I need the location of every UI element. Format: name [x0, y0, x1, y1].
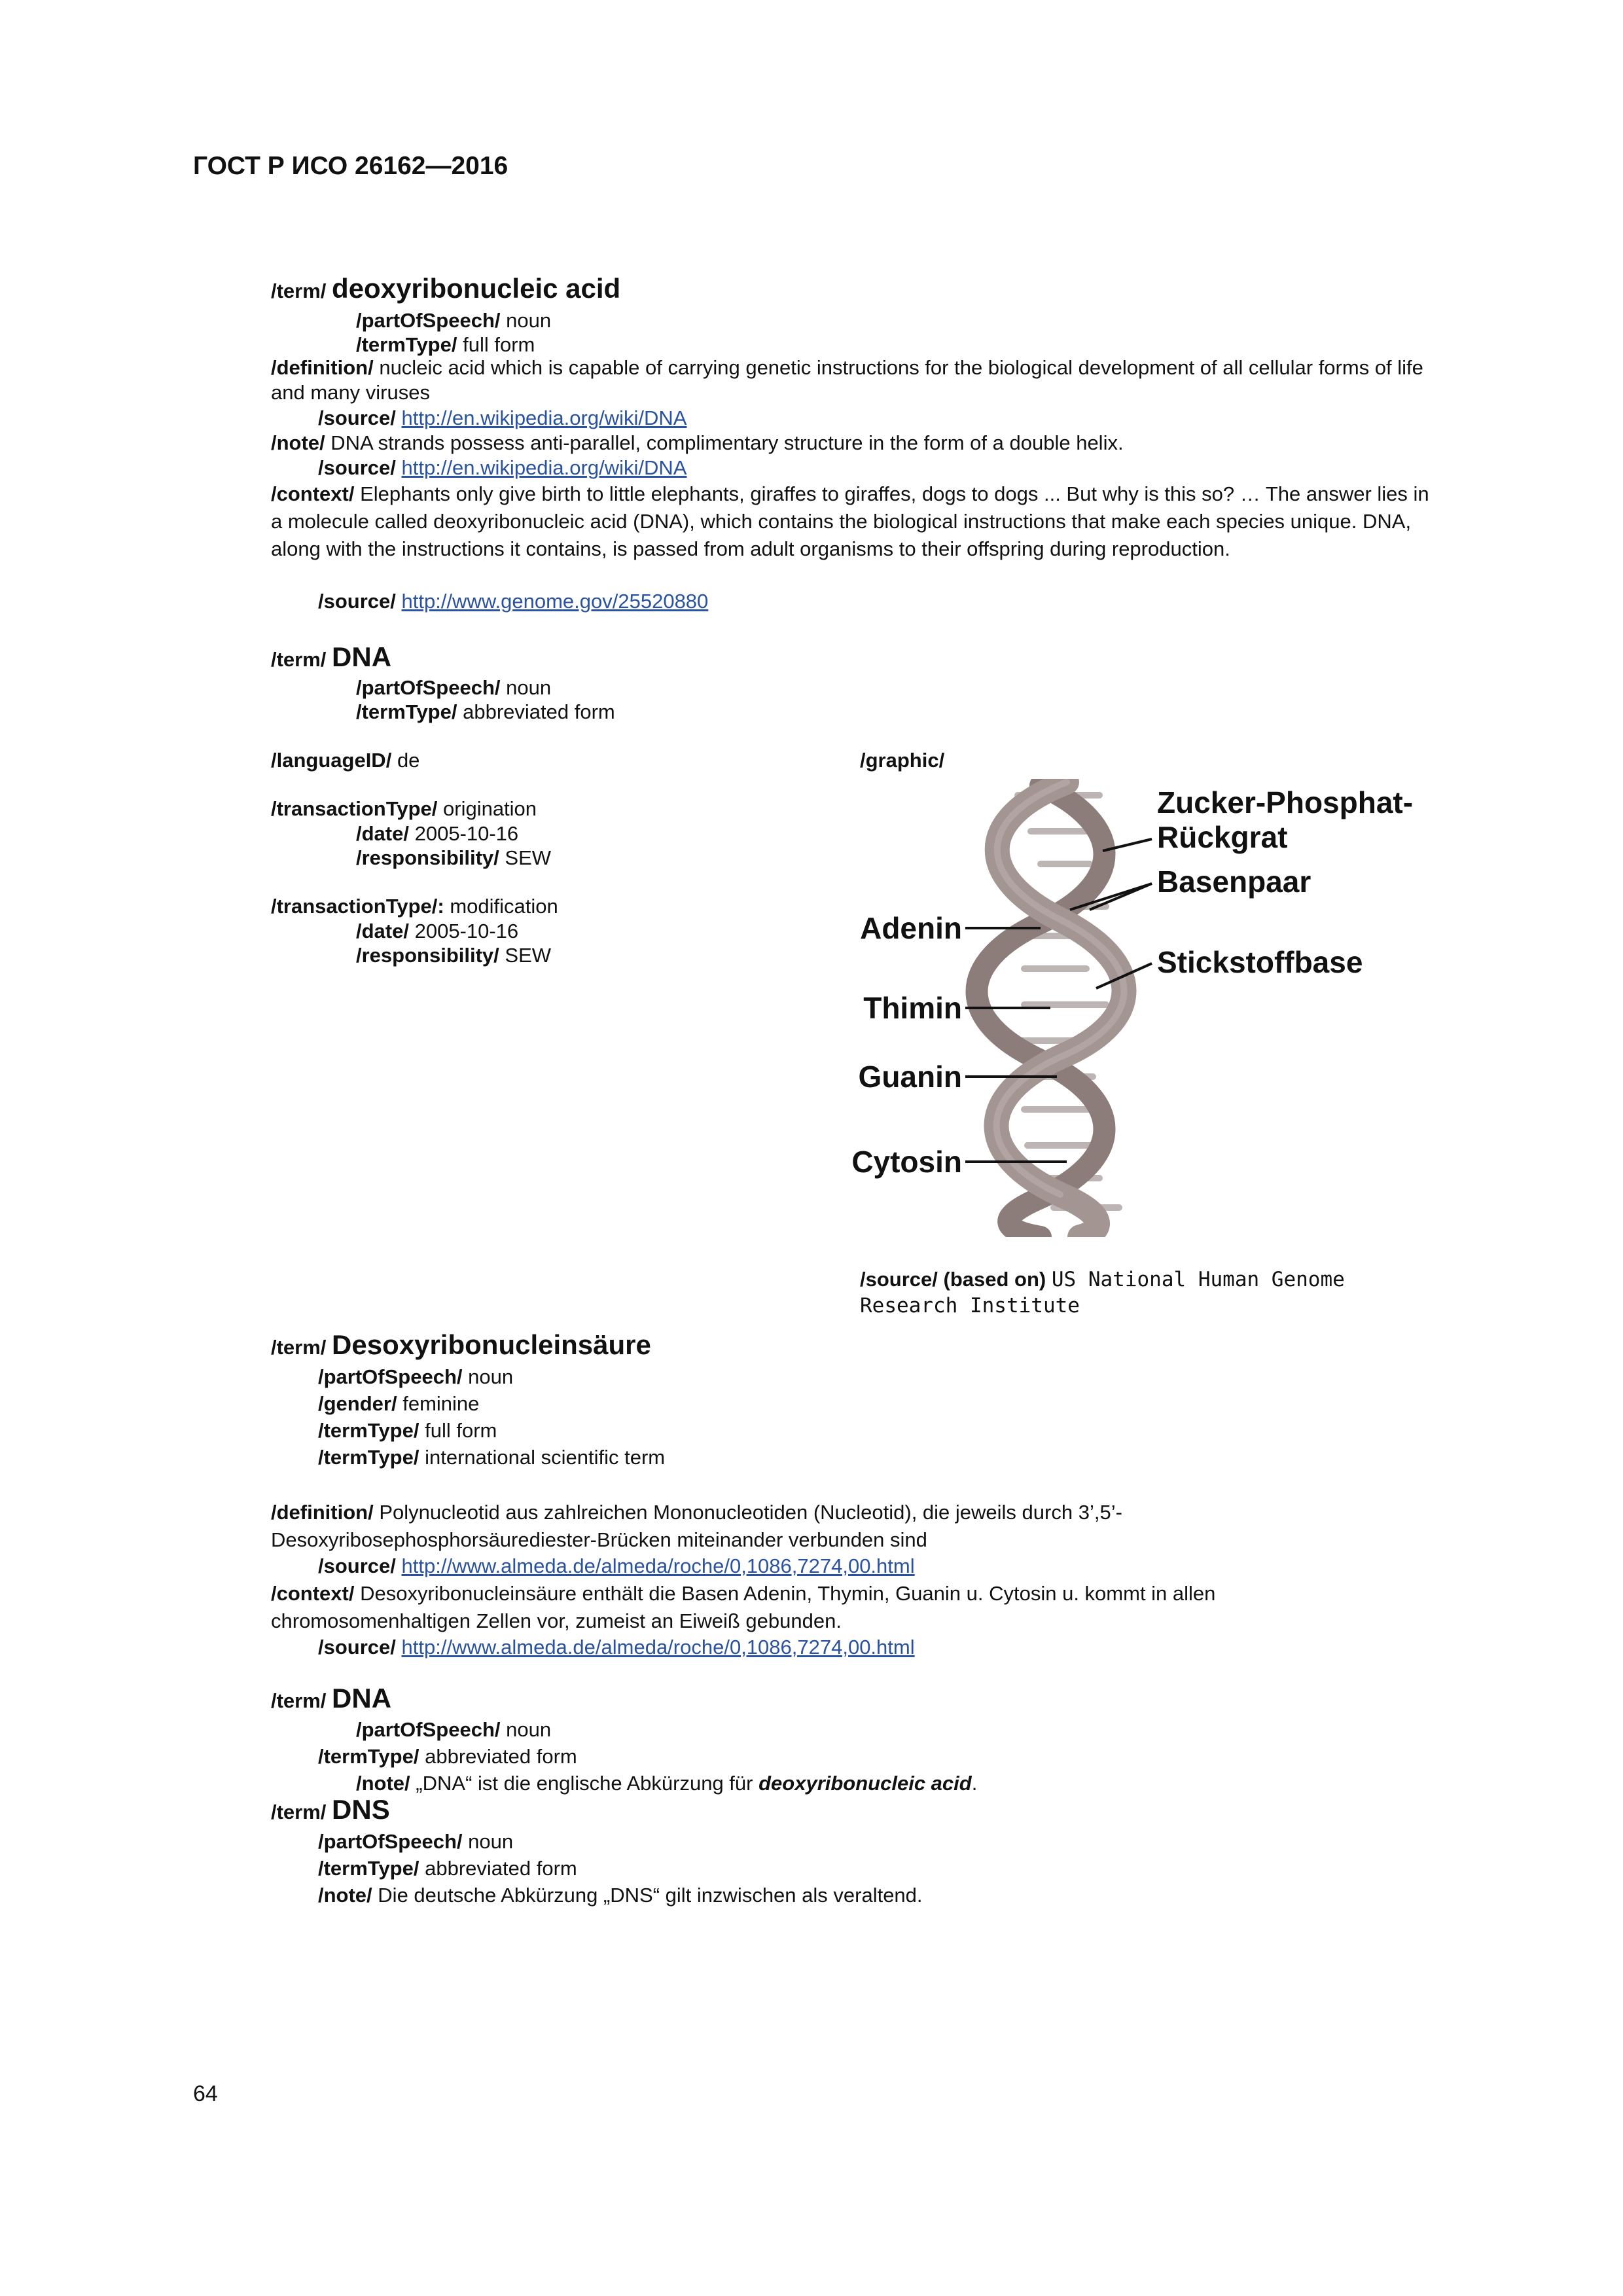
entry1-pos: noun [506, 309, 552, 332]
label-thimin: Thimin [863, 991, 962, 1025]
graphic-source [860, 1266, 1423, 1319]
entry1-definition-text: nucleic acid which is capable of carrying genetic instructions for the biological development of all cellular forms of life and many viruses [271, 356, 1423, 404]
transaction1-date-line [356, 821, 518, 846]
entry3-definition-text: Polynucleotid aus zahlreichen Mononucleotiden (Nucleotid), die jeweils durch 3’,5’-Desoxyribosephosphorsäurediester-Brücken miteinander verbunden sind [271, 1501, 1122, 1551]
entry5-note-line [318, 1883, 923, 1908]
entry1-termtype: full form [463, 333, 535, 356]
responsibility-label: /responsibility/ [356, 944, 499, 967]
term-label: /term/ [271, 648, 327, 671]
entry3-definition [271, 1499, 1187, 1554]
graphic-label-text: /graphic/ [860, 749, 945, 772]
document-header: ГОСТ Р ИСО 26162—2016 [193, 152, 508, 180]
date-label: /date/ [356, 920, 409, 942]
label-nitrogen-base: Stickstoffbase [1157, 945, 1363, 979]
entry1-note-source [318, 456, 687, 480]
entry2-termtype-line [356, 700, 615, 725]
termtype-label: /termType/ [318, 1419, 419, 1442]
context-label: /context/ [271, 482, 355, 505]
term-label: /term/ [271, 1689, 327, 1712]
transaction2-responsibility: SEW [505, 944, 552, 967]
entry1-context-text: Elephants only give birth to little elephants, giraffes to giraffes, dogs to dogs ... But why is this so? … The answer lies in a molecule called deoxyribonucleic acid (DNA), which contains the biological instructions that make each species unique. DNA, along with the instructions it contains, is passed from adult organisms to their offspring during reproduction. [271, 482, 1429, 560]
entry4-note-line [356, 1771, 977, 1796]
entry4-term-line [271, 1683, 392, 1713]
entry4-pos: noun [506, 1718, 552, 1741]
transaction1-type: origination [443, 797, 537, 820]
termtype-label: /termType/ [318, 1857, 419, 1880]
entry2-pos-line [356, 675, 551, 700]
entry4-note-post: . [971, 1772, 978, 1795]
entry1-pos-line [356, 308, 551, 333]
label-cytosin: Cytosin [851, 1145, 962, 1179]
entry5-pos-line [318, 1829, 513, 1854]
graphic-label [860, 748, 944, 773]
entry3-context-source [318, 1635, 915, 1660]
note-label: /note/ [356, 1772, 410, 1795]
entry2-term-line [271, 641, 392, 672]
language-id: de [397, 749, 420, 772]
transaction1-date: 2005-10-16 [414, 822, 519, 845]
entry5-pos: noun [468, 1830, 514, 1853]
transaction2-responsibility-line [356, 943, 551, 968]
label-guanin: Guanin [858, 1060, 962, 1094]
transaction1-responsibility: SEW [505, 846, 552, 869]
entry3-term: Desoxyribonucleinsäure [332, 1329, 651, 1360]
term-label: /term/ [271, 1336, 327, 1359]
source-label: /source/ [318, 406, 396, 429]
entry1-term: deoxyribonucleic acid [332, 273, 621, 304]
transaction2-type: modification [450, 895, 558, 918]
entry5-termtype-line [318, 1856, 577, 1881]
entry3-termtype1-line [318, 1418, 497, 1443]
languageid-label: /languageID/ [271, 749, 392, 772]
entry4-termtype: abbreviated form [425, 1745, 577, 1768]
transaction2-date: 2005-10-16 [414, 920, 519, 942]
source-label: /source/ [318, 1636, 396, 1659]
entry3-gender: feminine [402, 1392, 480, 1415]
language-id-line [271, 748, 419, 773]
entry1-context-source-link[interactable]: http://www.genome.gov/25520880 [401, 590, 709, 613]
gender-label: /gender/ [318, 1392, 397, 1415]
entry1-context [271, 480, 1436, 563]
source-based-on-label: /source/ (based on) [860, 1268, 1046, 1291]
entry3-termtype2: international scientific term [425, 1446, 666, 1469]
label-adenin: Adenin [860, 911, 962, 945]
termtype-label: /termType/ [356, 700, 457, 723]
source-label: /source/ [318, 590, 396, 613]
transaction-type-label: /transactionType/: [271, 895, 444, 918]
entry1-definition-source-link[interactable]: http://en.wikipedia.org/wiki/DNA [401, 406, 687, 429]
note-label: /note/ [271, 431, 325, 454]
pos-label: /partOfSpeech/ [356, 309, 501, 332]
termtype-label: /termType/ [318, 1745, 419, 1768]
pos-label: /partOfSpeech/ [318, 1830, 463, 1853]
entry2-pos: noun [506, 676, 552, 699]
entry4-pos-line [356, 1717, 551, 1742]
entry3-pos: noun [468, 1365, 514, 1388]
entry1-context-source [318, 589, 708, 614]
source-label: /source/ [318, 456, 396, 479]
entry4-term: DNA [332, 1683, 392, 1713]
entry3-context-source-link[interactable]: http://www.almeda.de/almeda/roche/0,1086,7274,00.html [401, 1636, 915, 1659]
entry1-note [271, 431, 1124, 456]
entry5-note: Die deutsche Abkürzung „DNS“ gilt inzwischen als veraltend. [378, 1884, 923, 1907]
entry3-definition-source [318, 1554, 915, 1579]
entry5-termtype: abbreviated form [425, 1857, 577, 1880]
entry1-definition [271, 355, 1436, 405]
transaction1-responsibility-line [356, 846, 551, 870]
entry1-note-source-link[interactable]: http://en.wikipedia.org/wiki/DNA [401, 456, 687, 479]
entry3-definition-source-link[interactable]: http://www.almeda.de/almeda/roche/0,1086,7274,00.html [401, 1554, 915, 1577]
entry5-term: DNS [332, 1794, 390, 1825]
entry3-term-line [271, 1329, 651, 1360]
pos-label: /partOfSpeech/ [356, 1718, 501, 1741]
entry4-note-emphasis: deoxyribonucleic acid [758, 1772, 972, 1795]
entry3-gender-line [318, 1391, 479, 1416]
entry3-context-text: Desoxyribonucleinsäure enthält die Basen Adenin, Thymin, Guanin u. Cytosin u. kommt in allen chromosomenhaltigen Zellen vor, zumeist an Eiweiß gebunden. [271, 1582, 1216, 1632]
entry5-term-line [271, 1794, 390, 1825]
entry1-term-line [271, 273, 621, 304]
pos-label: /partOfSpeech/ [356, 676, 501, 699]
entry1-note-text: DNA strands possess anti-parallel, complimentary structure in the form of a double helix. [330, 431, 1124, 454]
entry4-termtype-line [318, 1744, 577, 1769]
entry1-definition-source [318, 406, 687, 431]
dna-helix-graphic [844, 779, 1499, 1237]
source-label: /source/ [318, 1554, 396, 1577]
label-backbone-2: Rückgrat [1157, 820, 1288, 854]
entry3-termtype1: full form [425, 1419, 497, 1442]
responsibility-label: /responsibility/ [356, 846, 499, 869]
definition-label: /definition/ [271, 1501, 374, 1524]
transaction2-date-line [356, 919, 518, 944]
pos-label: /partOfSpeech/ [318, 1365, 463, 1388]
entry2-term: DNA [332, 641, 392, 672]
term-label: /term/ [271, 1801, 327, 1823]
entry1-termtype-line [356, 332, 535, 357]
graphic-source-text: US National Human Genome Research Institute [860, 1268, 1345, 1318]
transaction2-type-line [271, 894, 558, 919]
transaction1-type-line [271, 797, 537, 821]
context-label: /context/ [271, 1582, 355, 1605]
entry3-pos-line [318, 1365, 513, 1390]
entry4-note-pre: „DNA“ ist die englische Abkürzung für [416, 1772, 759, 1795]
entry2-termtype: abbreviated form [463, 700, 615, 723]
label-backbone-1: Zucker-Phosphat- [1157, 785, 1414, 819]
page-number: 64 [193, 2081, 218, 2106]
termtype-label: /termType/ [318, 1446, 419, 1469]
transaction-type-label: /transactionType/ [271, 797, 438, 820]
label-basepair: Basenpaar [1157, 865, 1311, 899]
definition-label: /definition/ [271, 356, 374, 379]
note-label: /note/ [318, 1884, 372, 1907]
termtype-label: /termType/ [356, 333, 457, 356]
term-label: /term/ [271, 279, 327, 302]
date-label: /date/ [356, 822, 409, 845]
entry3-termtype2-line [318, 1445, 665, 1470]
entry3-context [271, 1580, 1305, 1635]
